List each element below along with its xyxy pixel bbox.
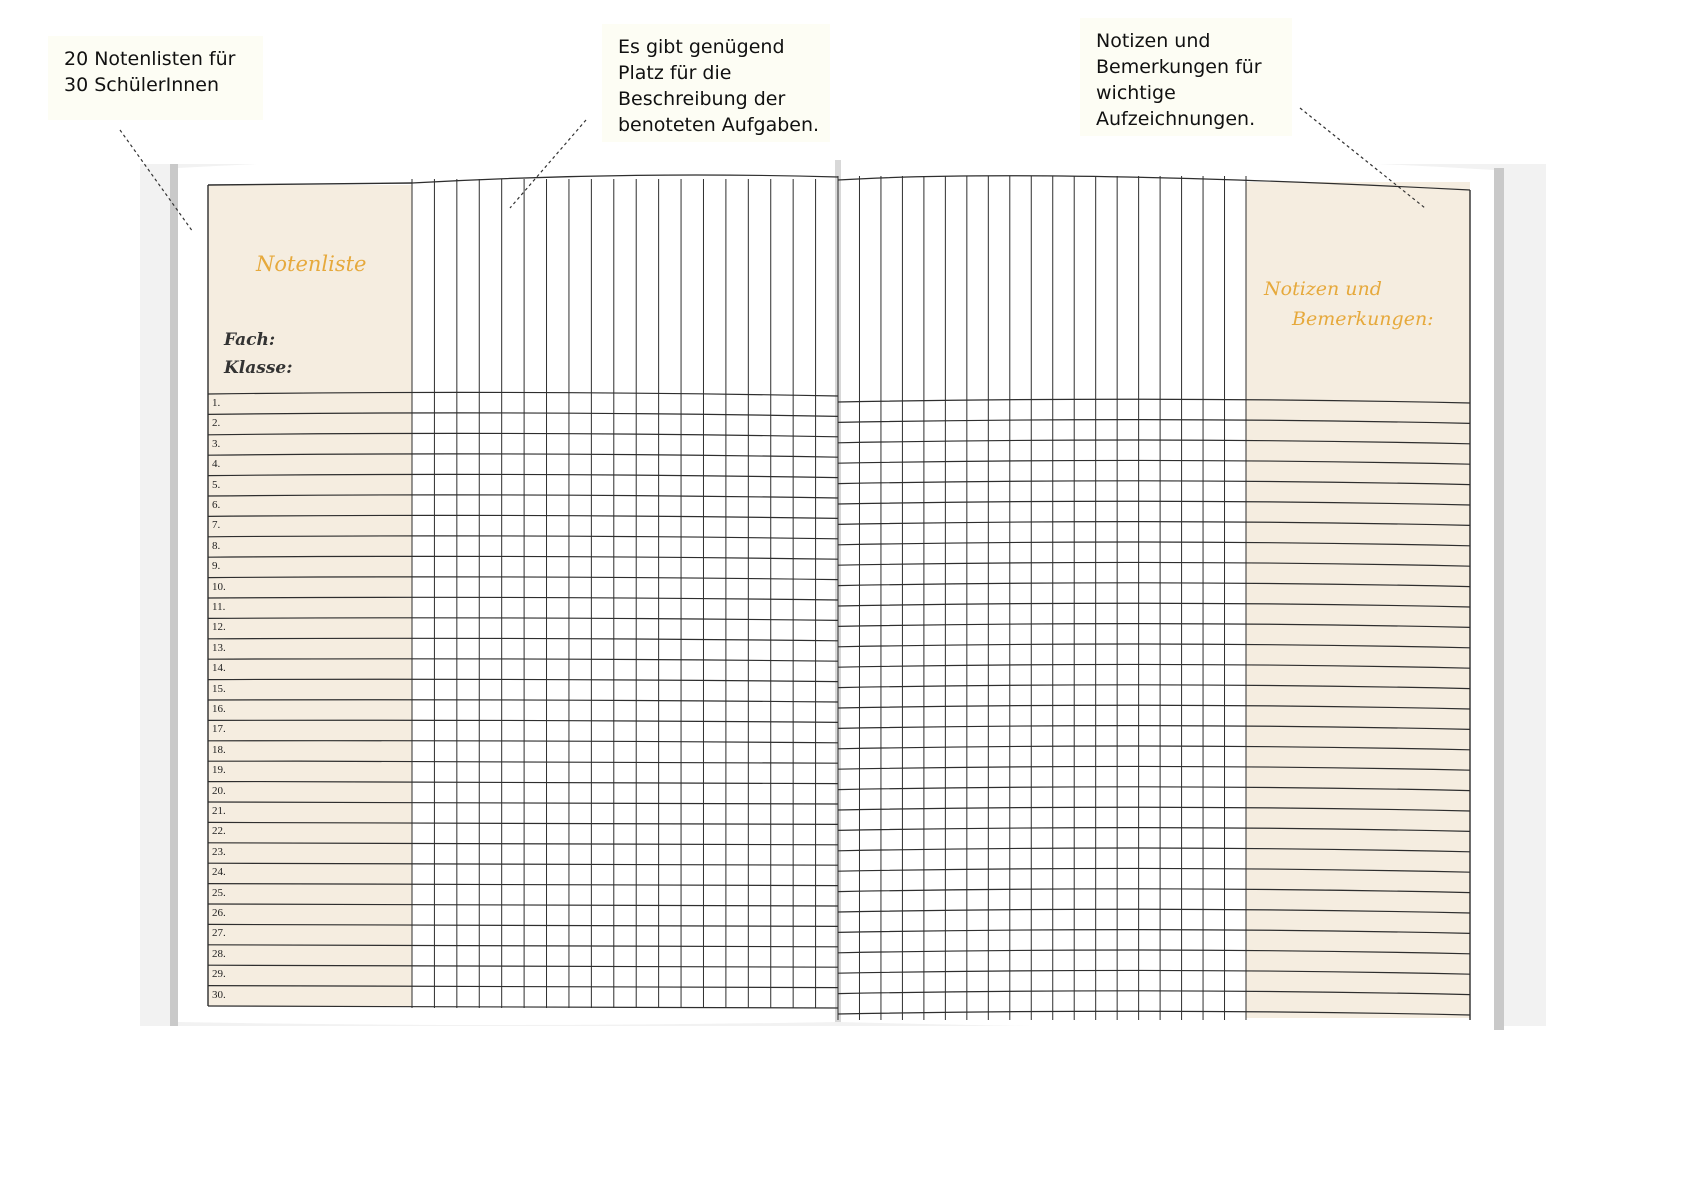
callout-description-line: Platz für die: [618, 62, 732, 84]
row-number: 10.: [212, 580, 226, 593]
notes-title-line2: Bemerkungen:: [1292, 308, 1434, 330]
row-number: 11.: [212, 601, 226, 613]
row-number: 12.: [212, 621, 226, 634]
notes-title-line1: Notizen und: [1264, 278, 1382, 300]
callout-notes-line: Bemerkungen für: [1096, 56, 1262, 78]
row-number: 5.: [212, 478, 221, 491]
subject-label: Fach:: [224, 330, 276, 350]
notenliste-title: Notenliste: [256, 252, 367, 276]
row-number: 15.: [212, 682, 226, 695]
callout-description-line: Es gibt genügend: [618, 36, 785, 58]
row-number: 27.: [212, 927, 226, 940]
row-number: 14.: [212, 662, 226, 675]
row-number: 16.: [212, 703, 226, 715]
row-number: 30.: [212, 988, 226, 1001]
row-number: 7.: [212, 519, 221, 532]
callout-notes-line: wichtige: [1096, 82, 1176, 104]
row-number: 3.: [212, 437, 221, 450]
row-number: 2.: [212, 417, 221, 430]
callout-notes: [1080, 18, 1292, 136]
row-number: 8.: [212, 539, 221, 552]
leader-line-notes: [1300, 108, 1425, 208]
callout-description: [602, 24, 830, 142]
row-number: 9.: [212, 560, 221, 573]
row-number: 1.: [212, 397, 221, 409]
class-label: Klasse:: [224, 358, 293, 378]
row-number: 20.: [212, 784, 226, 797]
callout-notes-line: Aufzeichnungen.: [1096, 108, 1256, 130]
row-number: 21.: [212, 805, 226, 817]
row-number: 18.: [212, 743, 226, 756]
row-number: 23.: [212, 845, 226, 858]
callout-lists-line: 20 Notenlisten für: [64, 48, 236, 70]
callout-description-line: benoteten Aufgaben.: [618, 114, 820, 136]
leader-line-description: [510, 120, 586, 208]
row-number: 17.: [212, 723, 226, 736]
row-number: 22.: [212, 825, 226, 838]
row-number: 25.: [212, 886, 226, 899]
row-number: 13.: [212, 641, 226, 654]
row-number: 6.: [212, 499, 221, 511]
callout-description-line: Beschreibung der: [618, 88, 786, 110]
row-number: 29.: [212, 968, 226, 981]
callout-lists: [48, 36, 263, 120]
leader-line-lists: [120, 130, 193, 232]
row-number: 28.: [212, 947, 226, 960]
row-number: 4.: [212, 458, 221, 471]
callout-lists-line: 30 SchülerInnen: [64, 74, 220, 96]
callout-notes-line: Notizen und: [1096, 30, 1211, 52]
row-number: 24.: [212, 866, 226, 879]
row-number: 19.: [212, 764, 226, 777]
row-number: 26.: [212, 907, 226, 919]
